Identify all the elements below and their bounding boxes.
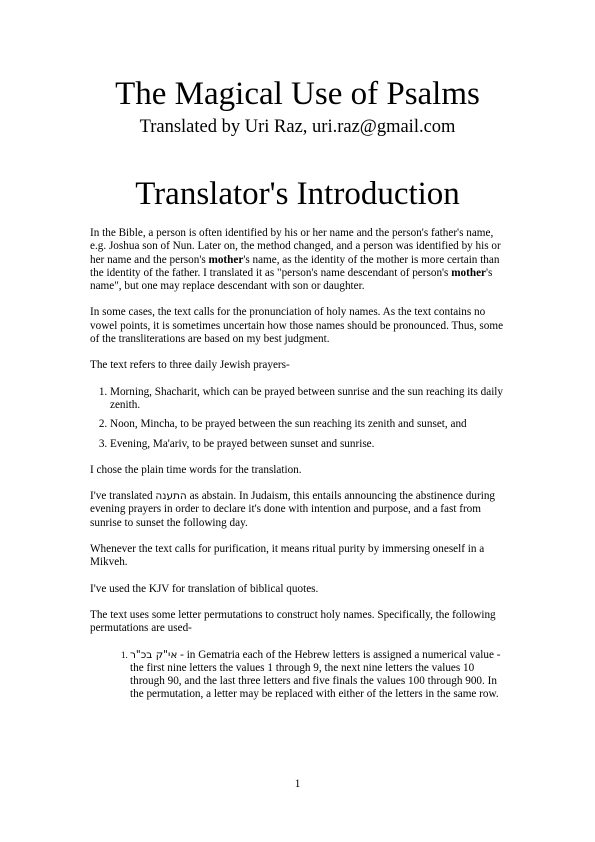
list-item: 3. Evening, Ma'ariv, to be prayed between sunset and sunrise. (110, 438, 510, 451)
page-number: 1 (294, 778, 301, 790)
paragraph-abstain-text-b: as abstain. In Judaism, this entails announcing the abstinence during evening prayers in order to declare it's done with intention and purpose, and a fast from sunrise to sunset the following day. (90, 490, 496, 529)
paragraph-kjv: I've used the KJV for translation of biblical quotes. (90, 582, 319, 595)
body-text (90, 227, 510, 715)
prayers-list (90, 386, 510, 451)
permutation-description: - in Gematria each of the Hebrew letters is assigned a numerical value - the first nine letters the values 1 through 9, the next nine letters the values 10 through 90, and the last three letters and five finals the values 100 through 900. In the permutation, a letter may be replaced with either of the letters in the same row. (130, 648, 501, 701)
list-item: 2. Noon, Mincha, to be prayed between the sun reaching its zenith and sunset, and (110, 418, 510, 431)
paragraph-abstain-text-a: I've translated (90, 490, 156, 503)
section-heading: Translator's Introduction (135, 176, 460, 212)
paragraph-time-words: I chose the plain time words for the translation. (90, 463, 302, 476)
hebrew-word: התענה (155, 490, 187, 503)
paragraph-abstain (90, 490, 510, 530)
paragraph-naming (90, 227, 510, 293)
bold-mother-1: mother (208, 253, 244, 266)
document-subtitle: Translated by Uri Raz, uri.raz@gmail.com (139, 117, 456, 137)
list-item (130, 649, 510, 702)
hebrew-permutation: אי"ק בכ"ר (130, 648, 178, 661)
paragraph-holy-names: In some cases, the text calls for the pronunciation of holy names. As the text contains no vowel points, it is sometimes uncertain how those names should be pronounced. Thus, some of the transliterations are based on my best judgment. (90, 306, 504, 346)
paragraph-naming-text-c: 's name", but one may replace descendant with son or daughter. (90, 266, 493, 293)
paragraph-permutations: The text uses some letter permutations to construct holy names. Specifically, the following permutations are used- (90, 608, 496, 635)
list-item: 1. Morning, Shacharit, which can be prayed between sunrise and the sun reaching its daily zenith. (110, 386, 510, 413)
bold-mother-2: mother (451, 266, 487, 279)
paragraph-purification: Whenever the text calls for purification, it means ritual purity by immersing oneself in a Mikveh. (90, 543, 485, 569)
paragraph-naming-text-a: In the Bible, a person is often identified by his or her name and the person's father's name, e.g. Joshua son of Nun. Later on, the method changed, and a person was identified by his or her name and the person's (90, 227, 501, 266)
paragraph-prayers-intro: The text refers to three daily Jewish prayers- (90, 359, 290, 372)
paragraph-naming-text-b: 's name, as the identity of the mother is more certain than the identity of the father. I translated it as "person's name descendant of person's (90, 253, 500, 279)
permutations-list (90, 649, 510, 702)
document-title: The Magical Use of Psalms (115, 76, 480, 112)
